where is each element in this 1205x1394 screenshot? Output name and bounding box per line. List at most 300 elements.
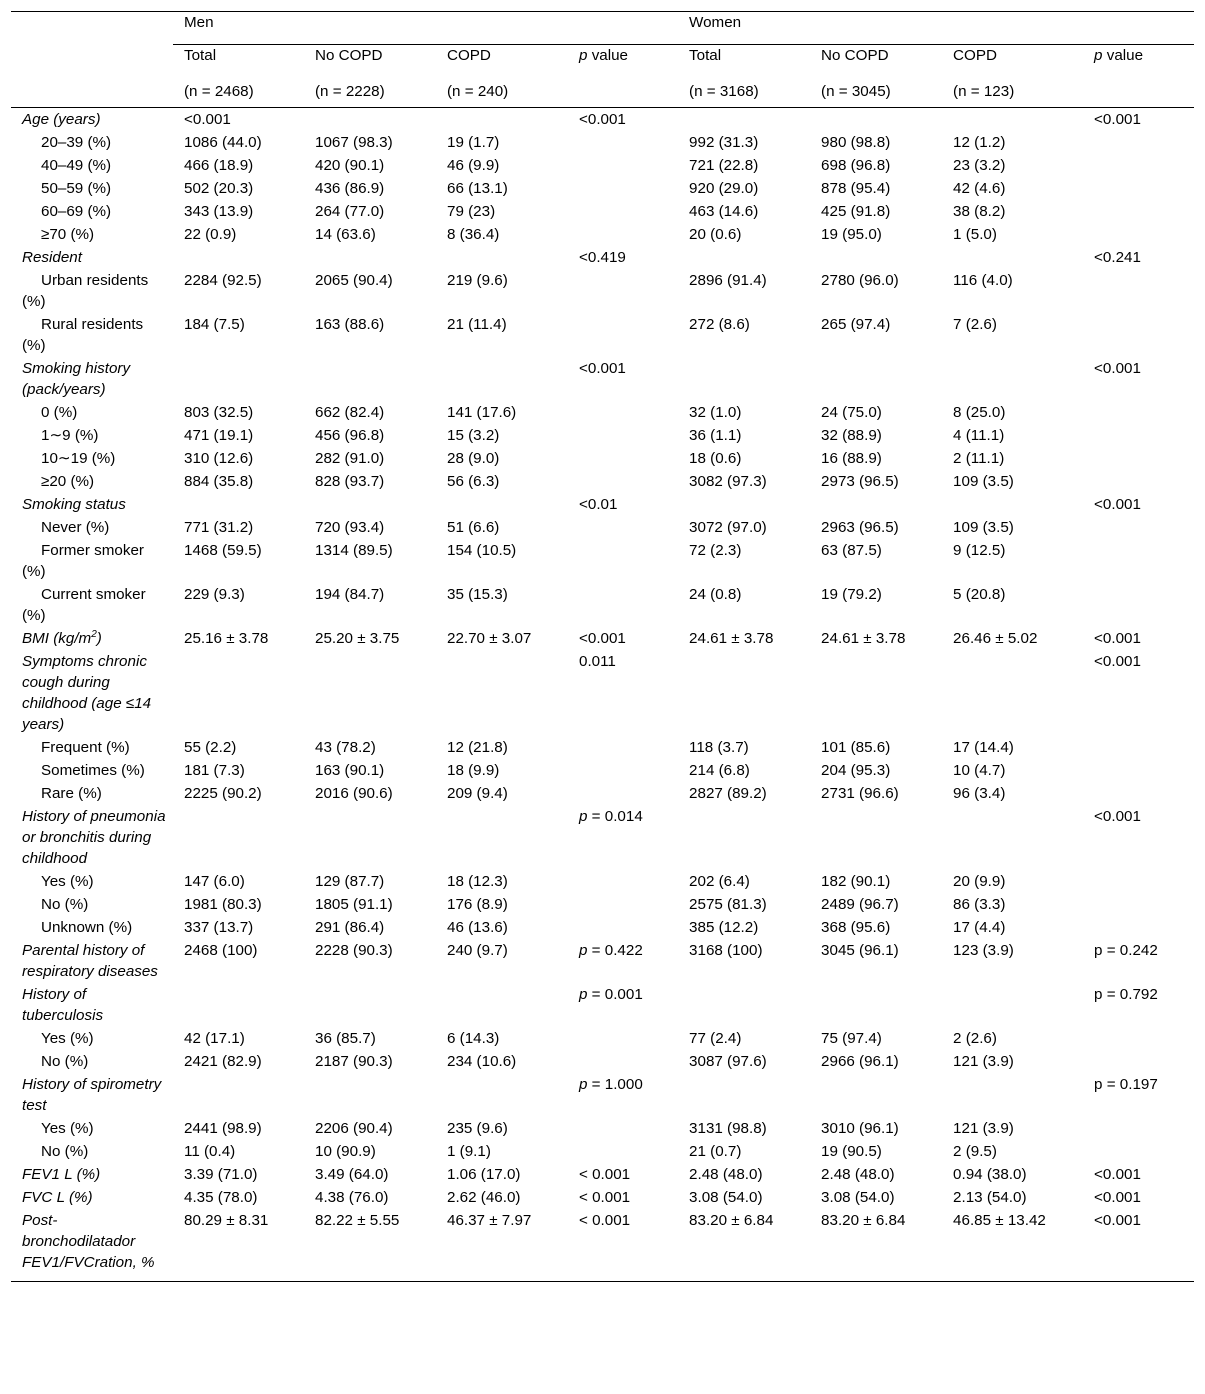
cell-men-no-copd bbox=[304, 493, 436, 516]
header-count-row bbox=[11, 76, 1194, 108]
cell-women-total: 3082 (97.3) bbox=[689, 472, 767, 490]
cell-women-total bbox=[678, 246, 810, 269]
cell-women-total: 2575 (81.3) bbox=[689, 895, 767, 913]
table-row bbox=[11, 583, 1194, 627]
cell-women-p-value bbox=[1083, 736, 1194, 759]
cell-men-total: 2468 (100) bbox=[184, 941, 258, 959]
cell-men-no-copd: 1314 (89.5) bbox=[315, 541, 393, 559]
cell-men-copd: 66 (13.1) bbox=[447, 180, 508, 198]
cell-women-p-value bbox=[1083, 893, 1194, 916]
cell-women-p-value: <0.001 bbox=[1094, 1188, 1141, 1206]
cell-men-total: 343 (13.9) bbox=[184, 203, 254, 221]
cell-men-total: 11 (0.4) bbox=[184, 1142, 236, 1160]
cell-men-copd bbox=[436, 1073, 568, 1117]
cell-men-p-value: p = 0.014 bbox=[579, 807, 643, 825]
cell-women-total: 118 (3.7) bbox=[689, 738, 749, 756]
cell-women-no-copd: 63 (87.5) bbox=[821, 541, 882, 559]
row-sub-label bbox=[11, 313, 173, 357]
cell-men-no-copd bbox=[304, 983, 436, 1027]
table-row bbox=[11, 424, 1194, 447]
cell-women-total: 72 (2.3) bbox=[689, 541, 742, 559]
cell-men-p-value bbox=[568, 200, 678, 223]
cell-women-total: 83.20 ± 6.84 bbox=[678, 1208, 810, 1281]
cell-women-copd: 46.85 ± 13.42 bbox=[942, 1208, 1083, 1281]
cell-men-copd: 1.06 (17.0) bbox=[447, 1165, 521, 1183]
cell-women-copd: 12 (1.2) bbox=[953, 134, 1006, 152]
cell-women-p-value bbox=[1083, 223, 1194, 246]
cell-women-copd: 17 (4.4) bbox=[953, 918, 1006, 936]
cell-women-copd: 4 (11.1) bbox=[953, 427, 1005, 445]
header-group-row bbox=[11, 12, 1194, 45]
cell-men-no-copd: 43 (78.2) bbox=[315, 738, 376, 756]
cell-men-p-value bbox=[568, 424, 678, 447]
cell-women-total bbox=[678, 983, 810, 1027]
cell-men-no-copd: 36 (85.7) bbox=[315, 1029, 376, 1047]
row-sub-label bbox=[11, 131, 173, 154]
cell-men-copd: 234 (10.6) bbox=[447, 1052, 517, 1070]
cell-men-total: 147 (6.0) bbox=[184, 872, 245, 890]
cell-men-copd: 6 (14.3) bbox=[447, 1029, 500, 1047]
row-label-text: No (%) bbox=[41, 1142, 89, 1160]
cell-men-p-value bbox=[568, 916, 678, 939]
cell-women-copd bbox=[942, 1073, 1083, 1117]
cell-women-copd: 109 (3.5) bbox=[953, 518, 1014, 536]
row-label-text: History of tuberculosis bbox=[22, 985, 104, 1024]
p-letter: p bbox=[579, 47, 588, 64]
cell-men-total: 884 (35.8) bbox=[184, 472, 254, 490]
cell-women-copd bbox=[942, 246, 1083, 269]
cell-men-copd bbox=[436, 805, 568, 870]
cell-men-p-value bbox=[568, 870, 678, 893]
cell-men-total: 310 (12.6) bbox=[184, 450, 254, 467]
table-row bbox=[11, 1139, 1194, 1162]
cell-men-total: 2225 (90.2) bbox=[184, 784, 262, 802]
cell-women-copd: 2.13 (54.0) bbox=[953, 1188, 1027, 1206]
table-row bbox=[11, 1027, 1194, 1050]
table-row bbox=[11, 200, 1194, 223]
col-header-men-p-value bbox=[568, 45, 678, 77]
cell-women-p-value bbox=[1083, 470, 1194, 493]
table-row bbox=[11, 401, 1194, 424]
cell-women-no-copd: 980 (98.8) bbox=[821, 134, 891, 152]
col-header-men-no-copd: No COPD bbox=[315, 47, 383, 64]
cell-women-p-value: <0.001 bbox=[1094, 1165, 1141, 1183]
cell-women-copd: 1 (5.0) bbox=[953, 226, 997, 244]
row-sub-label bbox=[11, 1050, 173, 1073]
row-label-text: Sometimes (%) bbox=[41, 761, 145, 779]
cell-men-no-copd: 291 (86.4) bbox=[315, 918, 385, 936]
cell-men-no-copd: 456 (96.8) bbox=[315, 427, 385, 445]
cell-women-no-copd: 368 (95.6) bbox=[821, 918, 891, 936]
cell-women-no-copd: 24 (75.0) bbox=[821, 404, 882, 422]
cell-men-copd: 18 (12.3) bbox=[447, 872, 508, 890]
cell-women-p-value bbox=[1083, 539, 1194, 583]
cell-men-no-copd: 2065 (90.4) bbox=[315, 272, 393, 290]
count-men-p-value bbox=[568, 76, 678, 108]
cell-men-copd: 8 (36.4) bbox=[447, 226, 500, 244]
cell-men-p-value bbox=[568, 782, 678, 805]
cell-women-copd: 10 (4.7) bbox=[953, 761, 1006, 779]
cell-women-p-value: p = 0.242 bbox=[1094, 941, 1158, 959]
cell-men-p-value bbox=[568, 893, 678, 916]
row-section-label bbox=[11, 939, 173, 983]
count-men-copd: (n = 240) bbox=[436, 76, 568, 108]
cell-women-no-copd: 3010 (96.1) bbox=[821, 1119, 899, 1137]
cell-men-no-copd bbox=[304, 246, 436, 269]
row-label-text: Former smoker (%) bbox=[22, 541, 144, 580]
cell-women-p-value bbox=[1083, 1050, 1194, 1073]
cell-women-total: 463 (14.6) bbox=[689, 203, 759, 221]
cell-women-copd: 2 (11.1) bbox=[953, 450, 1005, 467]
cell-women-total bbox=[678, 805, 810, 870]
row-label-text: Yes (%) bbox=[41, 872, 94, 890]
cell-women-copd: 38 (8.2) bbox=[953, 203, 1006, 221]
cell-women-p-value: <0.001 bbox=[1094, 807, 1141, 825]
cell-women-copd: 121 (3.9) bbox=[953, 1052, 1014, 1070]
cell-women-no-copd: 101 (85.6) bbox=[821, 738, 891, 756]
cell-men-no-copd bbox=[304, 650, 436, 736]
cell-men-no-copd bbox=[304, 357, 436, 401]
cell-men-p-value bbox=[568, 269, 678, 313]
count-women-total: (n = 3168) bbox=[678, 76, 810, 108]
cell-women-p-value: <0.001 bbox=[1083, 1208, 1194, 1281]
row-label-text: History of pneumonia or bronchitis during childhood bbox=[22, 807, 166, 867]
cell-women-p-value: <0.001 bbox=[1094, 495, 1141, 513]
cell-women-no-copd bbox=[810, 357, 942, 401]
cell-men-no-copd: 282 (91.0) bbox=[315, 450, 385, 467]
cell-women-no-copd bbox=[810, 983, 942, 1027]
col-header-men-copd: COPD bbox=[447, 47, 491, 64]
cell-men-p-value: <0.001 bbox=[579, 360, 626, 378]
cell-women-copd: 0.94 (38.0) bbox=[953, 1165, 1027, 1183]
cell-men-copd: 21 (11.4) bbox=[447, 316, 507, 334]
cell-women-no-copd: 878 (95.4) bbox=[821, 180, 891, 198]
cell-men-copd: 219 (9.6) bbox=[447, 272, 508, 290]
table-row bbox=[11, 870, 1194, 893]
cell-men-p-value bbox=[568, 1139, 678, 1162]
cell-women-total bbox=[678, 357, 810, 401]
cell-women-p-value bbox=[1083, 1117, 1194, 1140]
cell-women-p-value bbox=[1083, 447, 1194, 470]
cell-women-p-value bbox=[1083, 782, 1194, 805]
row-label-text: 50–59 (%) bbox=[41, 180, 112, 198]
cell-women-p-value bbox=[1083, 916, 1194, 939]
cell-women-p-value: <0.001 bbox=[1094, 111, 1141, 129]
cell-men-copd: 56 (6.3) bbox=[447, 472, 500, 490]
row-label-text: Yes (%) bbox=[41, 1119, 94, 1137]
row-section-label bbox=[11, 1208, 173, 1281]
cell-women-copd: 23 (3.2) bbox=[953, 157, 1006, 175]
cell-men-no-copd: 163 (90.1) bbox=[315, 761, 385, 779]
cell-women-total: 721 (22.8) bbox=[689, 157, 759, 175]
table-row bbox=[11, 1185, 1194, 1208]
cell-men-no-copd: 2187 (90.3) bbox=[315, 1052, 393, 1070]
cell-women-no-copd bbox=[810, 246, 942, 269]
cell-women-total: 32 (1.0) bbox=[689, 404, 742, 422]
table-row bbox=[11, 736, 1194, 759]
cell-women-no-copd bbox=[810, 108, 942, 131]
row-label-text: 0 (%) bbox=[41, 404, 78, 422]
count-men-no-copd: (n = 2228) bbox=[304, 76, 436, 108]
cell-women-total: 24 (0.8) bbox=[689, 585, 742, 603]
cell-women-p-value bbox=[1083, 583, 1194, 627]
row-sub-label bbox=[11, 516, 173, 539]
cell-men-no-copd bbox=[304, 1073, 436, 1117]
cell-women-no-copd: 2.48 (48.0) bbox=[821, 1165, 895, 1183]
table-row bbox=[11, 470, 1194, 493]
cell-women-p-value bbox=[1083, 870, 1194, 893]
cell-men-total: 181 (7.3) bbox=[184, 761, 245, 779]
row-label-text: FVC L (%) bbox=[22, 1188, 93, 1206]
cell-women-no-copd: 19 (95.0) bbox=[821, 226, 882, 244]
table-row bbox=[11, 650, 1194, 736]
row-label-text: Urban residents (%) bbox=[22, 272, 149, 311]
cell-men-p-value: p = 0.422 bbox=[579, 941, 643, 959]
table-row bbox=[11, 313, 1194, 357]
row-section-label bbox=[11, 805, 173, 870]
row-sub-label bbox=[11, 583, 173, 627]
cell-men-no-copd: 720 (93.4) bbox=[315, 518, 385, 536]
cell-men-no-copd: 1067 (98.3) bbox=[315, 134, 393, 152]
row-sub-label bbox=[11, 893, 173, 916]
cell-women-copd: 109 (3.5) bbox=[953, 472, 1014, 490]
cell-women-p-value bbox=[1083, 1027, 1194, 1050]
row-sub-label bbox=[11, 870, 173, 893]
cell-men-p-value: <0.001 bbox=[579, 629, 626, 647]
cell-men-no-copd: 1805 (91.1) bbox=[315, 895, 393, 913]
table-row bbox=[11, 782, 1194, 805]
row-section-label bbox=[11, 357, 173, 401]
cell-men-copd: 22.70 ± 3.07 bbox=[447, 629, 532, 647]
row-sub-label bbox=[11, 154, 173, 177]
col-header-women-copd: COPD bbox=[953, 47, 997, 64]
cell-men-total: 1086 (44.0) bbox=[184, 134, 262, 152]
cell-men-no-copd: 14 (63.6) bbox=[315, 226, 376, 244]
cell-men-no-copd bbox=[304, 108, 436, 131]
table-row bbox=[11, 269, 1194, 313]
cell-men-total bbox=[173, 983, 304, 1027]
cell-women-p-value: <0.001 bbox=[1094, 629, 1141, 647]
cell-women-p-value bbox=[1083, 759, 1194, 782]
cell-women-no-copd: 698 (96.8) bbox=[821, 157, 891, 175]
row-sub-label bbox=[11, 401, 173, 424]
header-men: Men bbox=[173, 12, 678, 45]
table-row bbox=[11, 108, 1194, 131]
table-row bbox=[11, 805, 1194, 870]
cell-men-no-copd: 194 (84.7) bbox=[315, 585, 385, 603]
cell-men-copd: 141 (17.6) bbox=[447, 404, 517, 422]
cell-women-copd bbox=[942, 357, 1083, 401]
row-label-text: Rare (%) bbox=[41, 784, 102, 802]
cell-men-p-value: <0.419 bbox=[579, 249, 626, 267]
cell-women-total: 3131 (98.8) bbox=[689, 1119, 767, 1137]
cell-men-p-value: < 0.001 bbox=[579, 1165, 631, 1183]
cell-men-p-value: 0.011 bbox=[579, 652, 616, 670]
cell-men-no-copd: 828 (93.7) bbox=[315, 472, 385, 490]
cell-men-p-value bbox=[568, 583, 678, 627]
cell-men-p-value bbox=[568, 131, 678, 154]
row-label-text: 20–39 (%) bbox=[41, 134, 112, 152]
row-label-text: 1∼9 (%) bbox=[41, 427, 99, 445]
cell-men-no-copd: 82.22 ± 5.55 bbox=[304, 1208, 436, 1281]
cell-men-total: 229 (9.3) bbox=[184, 585, 245, 603]
cell-men-total: 1981 (80.3) bbox=[184, 895, 262, 913]
cell-men-total: 25.16 ± 3.78 bbox=[184, 629, 269, 647]
row-label-text: ≥20 (%) bbox=[41, 472, 95, 490]
cell-women-total bbox=[678, 493, 810, 516]
cell-men-total: 466 (18.9) bbox=[184, 157, 254, 175]
row-sub-label bbox=[11, 1117, 173, 1140]
table-row bbox=[11, 916, 1194, 939]
col-header-women-no-copd: No COPD bbox=[821, 47, 889, 64]
cell-women-p-value: <0.241 bbox=[1094, 249, 1141, 267]
cell-men-copd: 15 (3.2) bbox=[447, 427, 500, 445]
row-sub-label bbox=[11, 759, 173, 782]
cell-women-total: 20 (0.6) bbox=[689, 226, 742, 244]
row-sub-label bbox=[11, 470, 173, 493]
cell-women-total: 3.08 (54.0) bbox=[689, 1188, 763, 1206]
row-sub-label bbox=[11, 916, 173, 939]
cell-men-no-copd: 420 (90.1) bbox=[315, 157, 385, 175]
cell-men-total bbox=[173, 650, 304, 736]
header-empty-cell bbox=[11, 12, 173, 45]
cell-men-p-value bbox=[568, 1050, 678, 1073]
cell-men-p-value bbox=[568, 736, 678, 759]
row-label-text: FEV1 L (%) bbox=[22, 1165, 101, 1183]
row-label-text: History of spirometry test bbox=[22, 1075, 162, 1114]
cell-men-copd: 2.62 (46.0) bbox=[447, 1188, 521, 1206]
cell-women-total: 2827 (89.2) bbox=[689, 784, 767, 802]
row-label-text: Symptoms chronic cough during childhood (age ≤14 years) bbox=[22, 652, 152, 733]
cell-women-p-value bbox=[1083, 516, 1194, 539]
cell-women-p-value bbox=[1083, 313, 1194, 357]
cell-men-no-copd: 436 (86.9) bbox=[315, 180, 385, 198]
cell-women-p-value bbox=[1083, 424, 1194, 447]
row-label-text: No (%) bbox=[41, 895, 89, 913]
table-row bbox=[11, 493, 1194, 516]
row-section-label bbox=[11, 983, 173, 1027]
row-label-text: Rural residents (%) bbox=[22, 316, 144, 355]
cell-men-no-copd: 129 (87.7) bbox=[315, 872, 385, 890]
row-section-label bbox=[11, 1185, 173, 1208]
copd-characteristics-table bbox=[11, 11, 1194, 1282]
cell-women-no-copd: 3045 (96.1) bbox=[821, 941, 899, 959]
table-row bbox=[11, 223, 1194, 246]
cell-men-no-copd bbox=[304, 805, 436, 870]
table-row bbox=[11, 893, 1194, 916]
p-value-word: value bbox=[591, 47, 628, 64]
superscript: 2 bbox=[91, 628, 97, 640]
row-sub-label bbox=[11, 223, 173, 246]
cell-men-total: <0.001 bbox=[184, 111, 231, 129]
cell-women-total: 992 (31.3) bbox=[689, 134, 759, 152]
p-letter: p bbox=[1094, 47, 1103, 64]
cell-men-p-value: p = 0.001 bbox=[579, 985, 643, 1003]
cell-men-copd: 79 (23) bbox=[447, 203, 496, 221]
cell-women-total: 385 (12.2) bbox=[689, 918, 759, 936]
row-sub-label bbox=[11, 200, 173, 223]
row-section-label bbox=[11, 627, 173, 650]
row-sub-label bbox=[11, 269, 173, 313]
table-row bbox=[11, 447, 1194, 470]
cell-women-copd: 9 (12.5) bbox=[953, 541, 1006, 559]
cell-women-no-copd: 2731 (96.6) bbox=[821, 784, 899, 802]
cell-men-p-value bbox=[568, 470, 678, 493]
cell-men-p-value bbox=[568, 447, 678, 470]
cell-women-total: 36 (1.1) bbox=[689, 427, 742, 445]
cell-men-p-value bbox=[568, 1117, 678, 1140]
cell-men-no-copd: 4.38 (76.0) bbox=[315, 1188, 389, 1206]
cell-women-no-copd: 24.61 ± 3.78 bbox=[821, 629, 906, 647]
row-sub-label bbox=[11, 736, 173, 759]
cell-women-total: 24.61 ± 3.78 bbox=[689, 629, 774, 647]
row-label-text: Smoking history (pack/years) bbox=[22, 360, 131, 399]
cell-women-copd: 26.46 ± 5.02 bbox=[953, 629, 1038, 647]
cell-women-total: 920 (29.0) bbox=[689, 180, 759, 198]
cell-men-total: 2441 (98.9) bbox=[184, 1119, 262, 1137]
header-empty-cell bbox=[11, 45, 173, 77]
cell-men-total: 1468 (59.5) bbox=[184, 541, 262, 559]
cell-men-copd bbox=[436, 246, 568, 269]
cell-women-p-value: p = 0.197 bbox=[1094, 1075, 1158, 1093]
table-row bbox=[11, 357, 1194, 401]
cell-men-p-value: p = 1.000 bbox=[579, 1075, 643, 1093]
cell-men-p-value: <0.001 bbox=[579, 111, 626, 129]
cell-men-total bbox=[173, 493, 304, 516]
cell-women-total: 2.48 (48.0) bbox=[689, 1165, 763, 1183]
cell-women-copd: 2 (2.6) bbox=[953, 1029, 997, 1047]
cell-men-no-copd: 163 (88.6) bbox=[315, 316, 385, 334]
cell-women-copd: 17 (14.4) bbox=[953, 738, 1014, 756]
cell-men-p-value bbox=[568, 154, 678, 177]
row-label-text: 10∼19 (%) bbox=[41, 450, 116, 467]
cell-women-no-copd: 16 (88.9) bbox=[821, 450, 882, 467]
cell-women-p-value bbox=[1083, 177, 1194, 200]
cell-men-p-value bbox=[568, 516, 678, 539]
table-row bbox=[11, 131, 1194, 154]
header-column-row bbox=[11, 45, 1194, 77]
cell-men-p-value bbox=[568, 1027, 678, 1050]
cell-men-total: 3.39 (71.0) bbox=[184, 1165, 258, 1183]
cell-men-copd: 46 (9.9) bbox=[447, 157, 500, 175]
cell-men-copd: 12 (21.8) bbox=[447, 738, 508, 756]
cell-women-no-copd: 265 (97.4) bbox=[821, 316, 891, 334]
count-women-p-value bbox=[1083, 76, 1194, 108]
cell-men-copd bbox=[436, 357, 568, 401]
table-row bbox=[11, 627, 1194, 650]
cell-men-total: 2421 (82.9) bbox=[184, 1052, 262, 1070]
row-label-tail: ) bbox=[96, 629, 102, 647]
count-men-total: (n = 2468) bbox=[173, 76, 304, 108]
cell-women-total: 77 (2.4) bbox=[689, 1029, 742, 1047]
cell-men-p-value bbox=[568, 177, 678, 200]
cell-men-total bbox=[173, 357, 304, 401]
cell-women-no-copd: 3.08 (54.0) bbox=[821, 1188, 895, 1206]
cell-men-copd: 35 (15.3) bbox=[447, 585, 508, 603]
cell-women-no-copd: 83.20 ± 6.84 bbox=[810, 1208, 942, 1281]
table-row bbox=[11, 1208, 1194, 1281]
p-value-word: value bbox=[1106, 47, 1144, 64]
row-sub-label bbox=[11, 177, 173, 200]
col-header-women-p-value bbox=[1083, 45, 1194, 77]
cell-women-copd: 5 (20.8) bbox=[953, 585, 1006, 603]
row-label-text: 40–49 (%) bbox=[41, 157, 112, 175]
cell-women-copd bbox=[942, 493, 1083, 516]
row-label-text: ≥70 (%) bbox=[41, 226, 95, 244]
cell-men-total: 80.29 ± 8.31 bbox=[173, 1208, 304, 1281]
row-label-text: BMI (kg/m bbox=[22, 629, 92, 647]
cell-men-copd bbox=[436, 650, 568, 736]
